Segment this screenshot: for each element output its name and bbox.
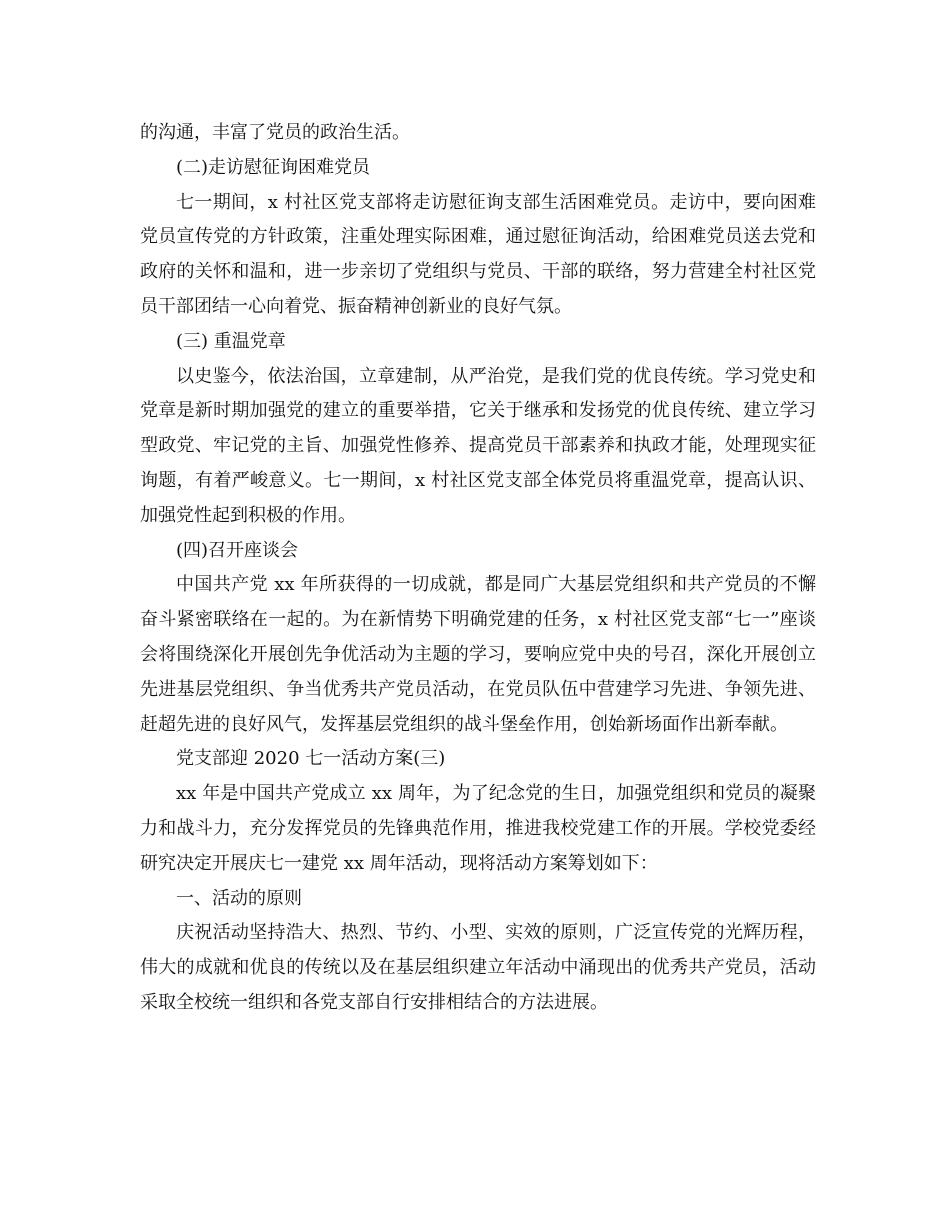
section-heading-visit-members: (二)走访慰征询困难党员 [176, 156, 371, 178]
paragraph-symposium: 中国共产党 xx 年所获得的一切成就，都是同广大基层党组织和共产党员的不懈奋斗紧密联络在一起的。为在新情势下明确党建的任务，x 村社区党支部“七一”座谈会将围绕深化开展创先争优活动为主题的学习，要响应党中央的号召，深化开展创立先进基层党组织、争当优秀共产党员活动，在党员队伍中营建学习先进、争领先进、赶超先进的良好风气，发挥基层党组织的战斗堡垒作用，创始新场面作出新奉献。 [140, 574, 816, 735]
paragraph-review-charter: 以史鉴今，依法治国，立章建制，从严治党，是我们党的优良传统。学习党史和党章是新时期加强党的建立的重要举措，它关于继承和发扬党的优良传统、建立学习型政党、牢记党的主旨、加强党性修养、提高党员干部素养和执政才能，处理现实征询题，有着严峻意义。七一期间，x 村社区党支部全体党员将重温党章，提高认识、加强党性起到积极的作用。 [140, 365, 816, 526]
section-heading-symposium: (四)召开座谈会 [176, 539, 299, 561]
paragraph-principles: 庆祝活动坚持浩大、热烈、节约、小型、实效的原则，广泛宣传党的光辉历程，伟大的成就和优良的传统以及在基层组织建立年活动中涌现出的优秀共产党员，活动采取全校统一组织和各党支部自行安排相结合的方法进展。 [140, 922, 816, 1013]
plan-title-three: 党支部迎 2020 七一活动方案(三) [176, 748, 446, 770]
document-page [140, 116, 816, 1021]
paragraph-visit-members: 七一期间，x 村社区党支部将走访慰征询支部生活困难党员。走访中，要向困难党员宣传党的方针政策，注重处理实际困难，通过慰征询活动，给困难党员送去党和政府的关怀和温和，进一步亲切了党组织与党员、干部的联络，努力营建全村社区党员干部团结一心向着党、振奋精神创新业的良好气氛。 [140, 191, 816, 317]
section-heading-review-charter: (三) 重温党章 [176, 330, 286, 352]
section-heading-principles: 一、活动的原则 [176, 887, 302, 909]
paragraph-plan-intro: xx 年是中国共产党成立 xx 周年，为了纪念党的生日，加强党组织和党员的凝聚力和战斗力，充分发挥党员的先锋典范作用，推进我校党建工作的开展。学校党委经研究决定开展庆七一建党 xx 周年活动，现将活动方案筹划如下： [140, 783, 816, 874]
paragraph-continuation: 的沟通，丰富了党员的政治生活。 [140, 122, 410, 143]
